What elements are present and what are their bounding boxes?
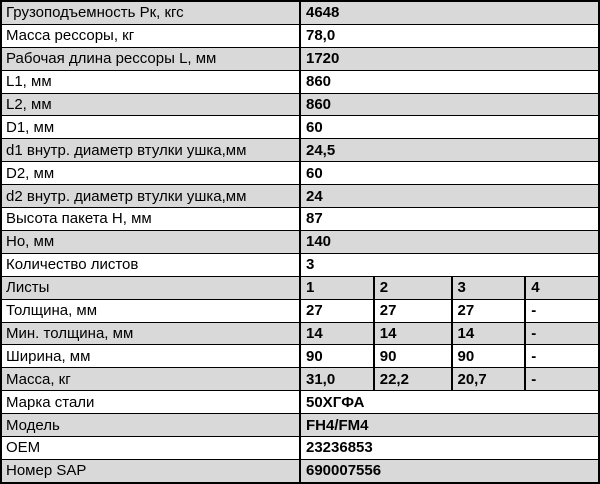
row-value: 78,0 bbox=[300, 24, 599, 47]
row-label: Номер SAP bbox=[1, 459, 300, 483]
row-label: OEM bbox=[1, 436, 300, 459]
row-value: 860 bbox=[300, 70, 599, 93]
row-label: Листы bbox=[1, 276, 300, 299]
row-value: 14 bbox=[300, 322, 374, 345]
row-label: Масса, кг bbox=[1, 368, 300, 391]
row-value: 60 bbox=[300, 162, 599, 185]
spec-row bbox=[1, 93, 599, 116]
row-value: 14 bbox=[374, 322, 452, 345]
row-label: Но, мм bbox=[1, 230, 300, 253]
row-label: D1, мм bbox=[1, 116, 300, 139]
row-value: 90 bbox=[300, 345, 374, 368]
row-value: - bbox=[525, 368, 599, 391]
row-value: 24 bbox=[300, 185, 599, 208]
spec-row bbox=[1, 230, 599, 253]
row-label: d2 внутр. диаметр втулки ушка,мм bbox=[1, 185, 300, 208]
spec-row bbox=[1, 368, 599, 391]
row-label: D2, мм bbox=[1, 162, 300, 185]
spec-row bbox=[1, 185, 599, 208]
row-value: 27 bbox=[374, 299, 452, 322]
row-value: 2 bbox=[374, 276, 452, 299]
row-value: 23236853 bbox=[300, 436, 599, 459]
row-label: Высота пакета Н, мм bbox=[1, 208, 300, 231]
row-value: FH4/FM4 bbox=[300, 414, 599, 437]
spec-row bbox=[1, 47, 599, 70]
row-label: Количество листов bbox=[1, 253, 300, 276]
row-value: 3 bbox=[452, 276, 526, 299]
row-value: 140 bbox=[300, 230, 599, 253]
row-label: Ширина, мм bbox=[1, 345, 300, 368]
row-value: 27 bbox=[452, 299, 526, 322]
row-label: d1 внутр. диаметр втулки ушка,мм bbox=[1, 139, 300, 162]
row-value: 87 bbox=[300, 208, 599, 231]
spec-row bbox=[1, 345, 599, 368]
spec-row bbox=[1, 322, 599, 345]
spec-row bbox=[1, 116, 599, 139]
spec-row bbox=[1, 436, 599, 459]
row-label: L2, мм bbox=[1, 93, 300, 116]
spec-row bbox=[1, 70, 599, 93]
row-value: 22,2 bbox=[374, 368, 452, 391]
spec-row bbox=[1, 253, 599, 276]
row-label: Масса рессоры, кг bbox=[1, 24, 300, 47]
spec-row bbox=[1, 208, 599, 231]
row-value: - bbox=[525, 322, 599, 345]
row-value: - bbox=[525, 345, 599, 368]
spec-row bbox=[1, 391, 599, 414]
spec-table-body bbox=[1, 1, 599, 483]
row-label: Марка стали bbox=[1, 391, 300, 414]
row-label: Толщина, мм bbox=[1, 299, 300, 322]
row-value: 90 bbox=[452, 345, 526, 368]
spec-row bbox=[1, 459, 599, 483]
row-value: 1 bbox=[300, 276, 374, 299]
row-label: Модель bbox=[1, 414, 300, 437]
spec-row bbox=[1, 276, 599, 299]
row-value: 690007556 bbox=[300, 459, 599, 483]
spec-row bbox=[1, 1, 599, 24]
row-value: 27 bbox=[300, 299, 374, 322]
row-label: Грузоподъемность Рк, кгс bbox=[1, 1, 300, 24]
row-value: 14 bbox=[452, 322, 526, 345]
row-value: 20,7 bbox=[452, 368, 526, 391]
spec-row bbox=[1, 414, 599, 437]
row-value: 90 bbox=[374, 345, 452, 368]
spec-row bbox=[1, 24, 599, 47]
row-value: 50ХГФА bbox=[300, 391, 599, 414]
row-value: 1720 bbox=[300, 47, 599, 70]
row-label: L1, мм bbox=[1, 70, 300, 93]
row-value: 24,5 bbox=[300, 139, 599, 162]
row-value: 860 bbox=[300, 93, 599, 116]
row-value: 60 bbox=[300, 116, 599, 139]
row-value: 4 bbox=[525, 276, 599, 299]
row-value: 3 bbox=[300, 253, 599, 276]
row-label: Мин. толщина, мм bbox=[1, 322, 300, 345]
spec-row bbox=[1, 139, 599, 162]
row-label: Рабочая длина рессоры L, мм bbox=[1, 47, 300, 70]
row-value: - bbox=[525, 299, 599, 322]
row-value: 4648 bbox=[300, 1, 599, 24]
spec-row bbox=[1, 162, 599, 185]
row-value: 31,0 bbox=[300, 368, 374, 391]
spec-row bbox=[1, 299, 599, 322]
